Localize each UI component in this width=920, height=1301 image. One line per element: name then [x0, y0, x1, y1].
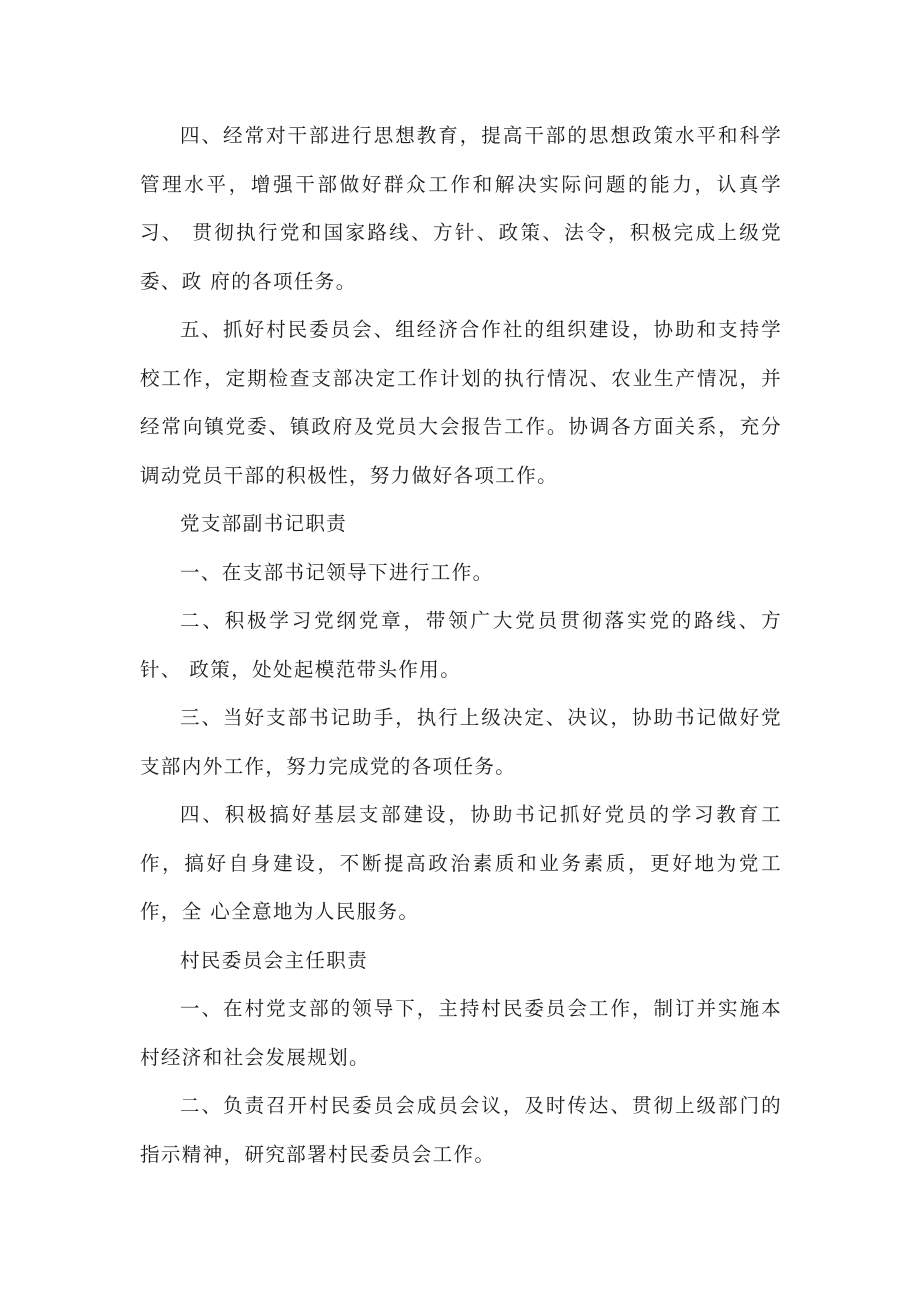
paragraph-deputy-duty-4: 四、积极搞好基层支部建设，协助书记抓好党员的学习教育工作，搞好自身建设，不断提高政治素质和业务素质，更好地为党工作，全 心全意地为人民服务。: [140, 803, 782, 923]
paragraph-deputy-duty-3: 三、当好支部书记助手，执行上级决定、决议，协助书记做好党 支部内外工作，努力完成党的各项任务。: [140, 706, 811, 778]
section-heading-village-director: 村民委员会主任职责: [180, 948, 369, 972]
document-body: [140, 112, 811, 1179]
paragraph-deputy-duty-2: 二、积极学习党纲党章，带领广大党员贯彻落实党的路线、方针、 政策，处处起模范带头作用。: [140, 609, 782, 681]
paragraph-cadre-education: 四、经常对干部进行思想教育，提高干部的思想政策水平和科学 管理水平，增强干部做好群众工作和解决实际问题的能力，认真学习、 贯彻执行党和国家路线、方针、政策、法令，积极完成上级党委、政 府的各项任务。: [140, 124, 782, 293]
section-heading-deputy-secretary: 党支部副书记职责: [180, 512, 348, 535]
paragraph-organization-building: 五、抓好村民委员会、组经济合作社的组织建设，协助和支持学 校工作，定期检查支部决定工作计划的执行情况、农业生产情况，并 经常向镇党委、镇政府及党员大会报告工作。协调各方面关系，充分 调动党员干部的积极性，努力做好各项工作。: [140, 318, 782, 487]
paragraph-director-duty-1: 一、在村党支部的领导下，主持村民委员会工作，制订并实施本 村经济和社会发展规划。: [140, 997, 782, 1069]
paragraph-director-duty-2: 二、负责召开村民委员会成员会议，及时传达、贯彻上级部门的 指示精神，研究部署村民委员会工作。: [140, 1094, 782, 1166]
paragraph-deputy-duty-1: 一、在支部书记领导下进行工作。: [180, 560, 494, 584]
